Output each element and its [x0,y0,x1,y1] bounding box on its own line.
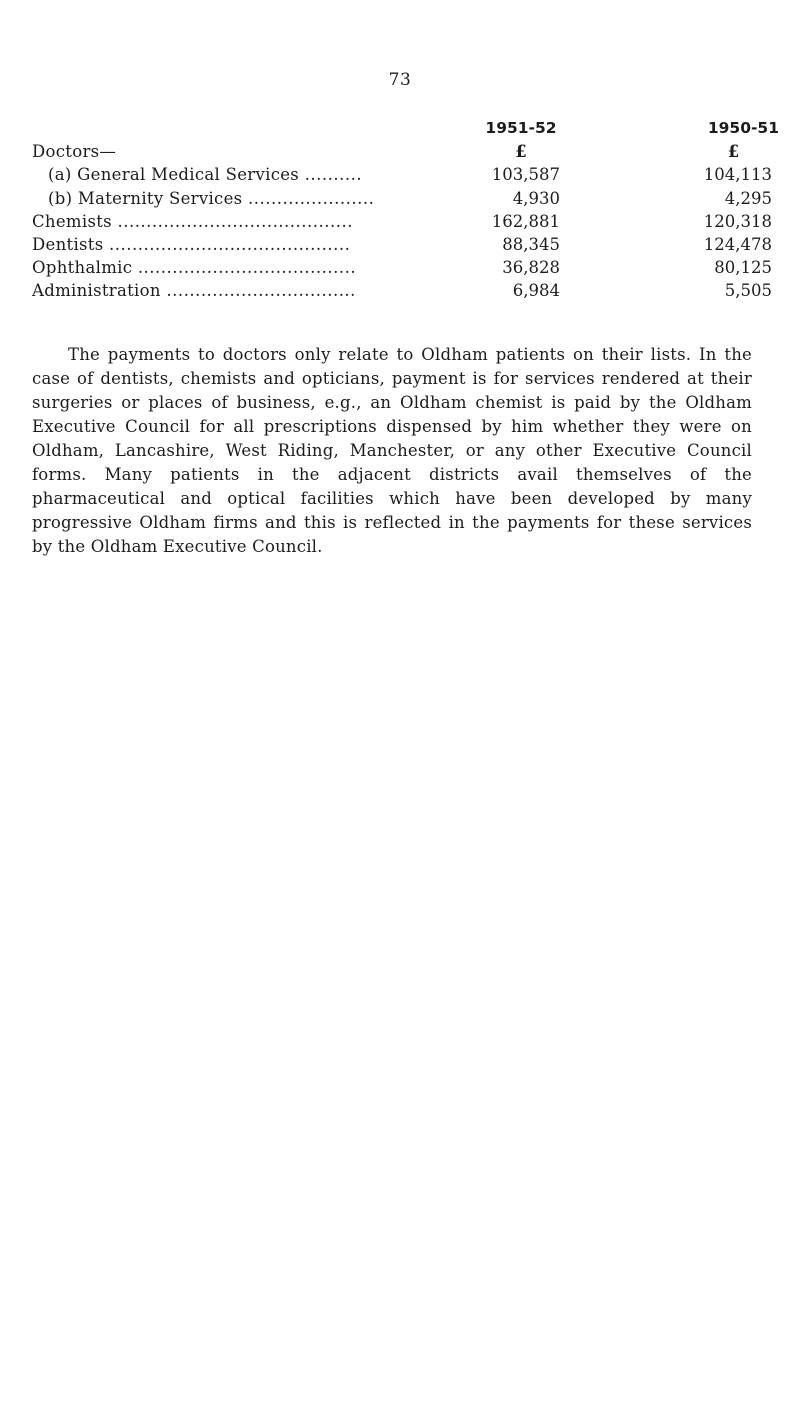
row-value-1950-51: 120,318 [703,211,772,231]
row-value-1951-52: 103,587 [491,165,560,185]
row-label: (a) General Medical Services .......... [48,165,363,185]
row-value-1950-51: 4,295 [724,188,772,208]
column-header-1951-52: 1951-52 [485,119,557,137]
table-header-row [32,117,779,140]
table-row [32,233,772,256]
currency-symbol-col1: £ [515,142,527,162]
row-value-1951-52: 4,930 [512,188,560,208]
row-value-1950-51: 104,113 [703,165,772,185]
page-number: 73 [388,70,412,90]
row-value-1950-51: 124,478 [703,234,772,254]
column-header-1950-51: 1950-51 [707,119,779,137]
paragraph-text: The payments to doctors only relate to Oldham patients on their lists. In the case of dentists, chemists and opticians, payment is for services rendered at their surgeries or places of business, e.g., an Oldham chemist is paid by the Oldham Executive Council for all prescriptions dispensed by him whether they were on Oldham, Lancashire, West Riding, Manchester, or any other Executive Council forms. Many patients in the adjacent districts avail themselves of the pharmaceutical and optical facilities which have been developed by many progressive Oldham firms and this is reflected in the payments for these services by the Oldham Executive Council. [32,345,752,556]
row-value-1951-52: 88,345 [502,234,560,254]
table-row [32,256,772,279]
row-label: Administration ................................. [32,281,356,301]
table-row [32,163,772,186]
row-label: (b) Maternity Services ...................... [48,188,375,208]
row-value-1951-52: 6,984 [512,281,560,301]
table-row [32,279,772,302]
table-row [32,210,772,233]
currency-row [32,140,772,163]
group-label-doctors: Doctors— [32,142,117,162]
payments-table [32,117,779,303]
row-label: Ophthalmic ...................................... [32,258,357,278]
row-value-1950-51: 5,505 [724,281,772,301]
row-label: Chemists ......................................... [32,211,353,231]
body-paragraph [32,343,752,559]
table-row [32,187,772,210]
row-value-1950-51: 80,125 [714,258,772,278]
currency-symbol-col2: £ [727,142,740,162]
row-label: Dentists .......................................... [32,234,351,254]
row-value-1951-52: 162,881 [491,211,560,231]
row-value-1951-52: 36,828 [502,258,560,278]
